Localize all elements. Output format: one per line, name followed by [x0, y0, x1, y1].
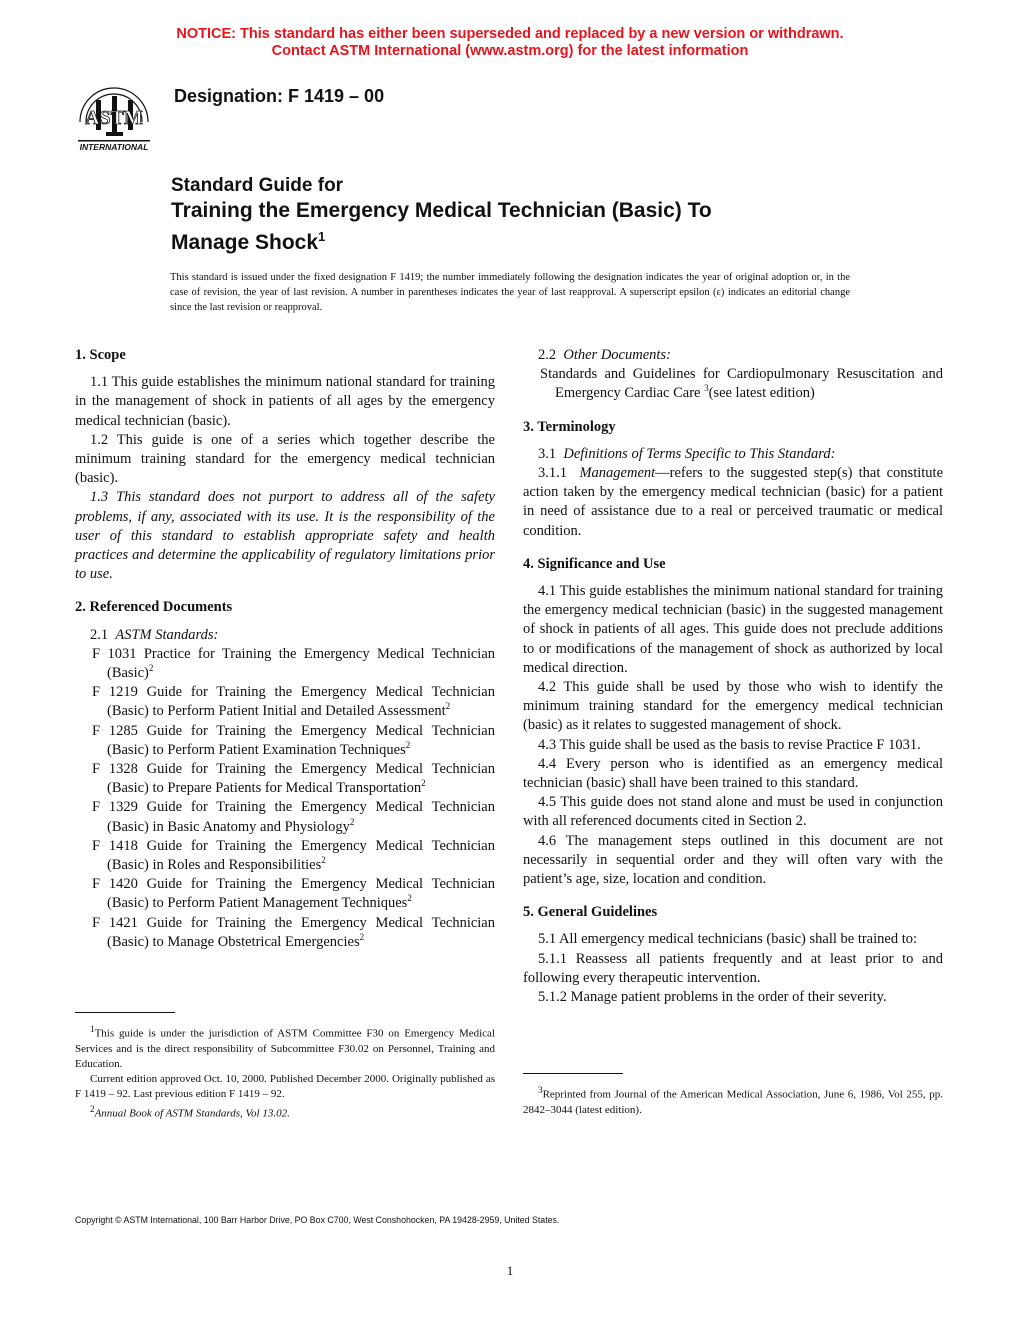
subsection-title: Definitions of Terms Specific to This Standard: [563, 445, 836, 462]
subsection-title: Other Documents: [563, 347, 671, 363]
subsection-number: 2.1 [90, 626, 109, 643]
title-line-2: Training the Emergency Medical Technician (Basic) To [171, 199, 712, 222]
paragraph-caveat: 1.3 This standard does not purport to address all of the safety problems, if any, associated with its use. It is the responsibility of the user of this standard to establish appropriate safety and health practices and determine the applicability of regulatory limitations prior to use. [75, 489, 495, 583]
reference-item: F 1421 Guide for Training the Emergency Medical Technician (Basic) to Manage Obstetrical Emergencies$^2$ [92, 914, 495, 950]
footnotes-right: $^3$Reprinted from Journal of the American Medical Association, June 6, 1986, Vol 255, pp. 2842–3044 (latest edition). [523, 1085, 943, 1116]
issue-note: This standard is issued under the fixed designation F 1419; the number immediately following the designation indicates the year of original adoption or, in the case of revision, the year of last revision. A number in parentheses indicates the year of last reapproval. A superscript epsilon (ε) indicates an editorial change since the last revision or reapproval. [170, 272, 850, 313]
astm-logo [66, 74, 162, 154]
reference-item: F 1219 Guide for Training the Emergency Medical Technician (Basic) to Perform Patient Initial and Detailed Assessment$^2$ [92, 684, 495, 720]
paragraph: 5.1 All emergency medical technicians (basic) shall be trained to: [538, 931, 918, 948]
notice-line-1: NOTICE: This standard has either been superseded and replaced by a new version or withdrawn. [176, 26, 844, 42]
title-line-1: Standard Guide for [171, 175, 344, 196]
reference-item: F 1031 Practice for Training the Emergency Medical Technician (Basic)$^2$ [92, 645, 495, 682]
logo-subtext: INTERNATIONAL [79, 142, 149, 152]
paragraph: 1.2 This guide is one of a series which together describe the minimum training standard for the emergency medical technician (basic). [75, 431, 495, 487]
paragraph: 1.1 This guide establishes the minimum national standard for training in the management of shock in patients of all ages by the emergency medical technician (basic). [75, 374, 495, 429]
footnotes-left: $^1$This guide is under the jurisdiction of ASTM Committee F30 on Emergency Medical Services and is the direct responsibility of Subcommittee F30.02 on Personnel, Training and Education. Current edition approved Oct. 10, 2000. Published December 2000. Originally published as F 1419 – 92. Last previous edition F 1419 – 92. $^2$Annual Book of ASTM Standards, Vol 13.02. [75, 1024, 495, 1120]
footnote-2: Annual Book of ASTM Standards, Vol 13.02. [94, 1107, 290, 1120]
withdrawal-notice [0, 26, 1020, 60]
defined-term: Management [579, 465, 656, 482]
paragraph: 4.1 This guide establishes the minimum national standard for training the emergency medical technician (basic) in the suggested management of shock in patients of all ages. This guide does not preclude additions to or modifications of the management of shock as authorized by local medical direction. [523, 583, 943, 676]
notice-line-2: Contact ASTM International (www.astm.org) for the latest information [271, 43, 749, 59]
other-document-item: Standards and Guidelines for Cardiopulmonary Resuscitation and Emergency Cardiac Care $^3$(see latest edition) [540, 366, 943, 402]
reference-item: F 1285 Guide for Training the Emergency Medical Technician (Basic) to Perform Patient Examination Techniques$^2$ [92, 722, 495, 758]
logo-text: ASTM [85, 107, 143, 129]
designation: Designation: F 1419 – 00 [174, 86, 385, 106]
paragraph: 4.6 The management steps outlined in this document are not necessarily in sequential order and they will often vary with the patient’s age, size, location and condition. [523, 832, 943, 888]
footnote-rule-right [523, 1073, 623, 1074]
section-heading-referenced-documents: 2. Referenced Documents [75, 599, 233, 616]
footnote-1-edition: Current edition approved Oct. 10, 2000. Published December 2000. Originally published as F 1419 – 92. Last previous edition F 1419 – 92. [75, 1072, 495, 1100]
section-heading-general-guidelines: 5. General Guidelines [523, 904, 658, 921]
title-footnote-mark: 1 [318, 229, 326, 244]
paragraph: 4.3 This guide shall be used as the basis to revise Practice F 1031. [538, 736, 921, 753]
subsection-number: 2.2 [538, 347, 557, 363]
section-heading-significance: 4. Significance and Use [523, 555, 666, 572]
document-title [171, 174, 712, 256]
reference-item: F 1420 Guide for Training the Emergency Medical Technician (Basic) to Perform Patient Management Techniques$^2$ [92, 876, 495, 912]
reference-item: F 1328 Guide for Training the Emergency Medical Technician (Basic) to Prepare Patients for Medical Transportation$^2$ [92, 761, 495, 797]
reference-item: F 1329 Guide for Training the Emergency Medical Technician (Basic) in Basic Anatomy and Physiology$^2$ [92, 799, 495, 835]
footnote-rule-left [75, 1012, 175, 1013]
footnote-1: This guide is under the jurisdiction of ASTM Committee F30 on Emergency Medical Services and is the direct responsibility of Subcommittee F30.02 on Personnel, Training and Education. [75, 1027, 495, 1070]
section-heading-terminology: 3. Terminology [523, 418, 616, 435]
right-column: 2.2 Other Documents: Standards and Guidelines for Cardiopulmonary Resuscitation and Emergency Cardiac Care $^3$(see latest edition) 3. Terminology 3.1 Definitions of Terms Specific to This Standard: 3.1.1 Management—refers to the suggested step(s) that constitute action taken by the emergency medical technician (basic) for a patient in need of assistance due to a real or perceived traumatic or medical condition. 4. Significance and Use 4.1 This guide establishes the minimum national standard for training the emergency medical technician (basic) in the suggested management of shock in patients of all ages. This guide does not preclude additions to or modifications of the management of shock as authorized by local medical direction. 4.2 This guide shall be used by those who wish to identify the minimum training standard for the emergency medical technician (basic) as it relates to suggested management of shock. 4.3 This guide shall be used as the basis to revise Practice F 1031. 4.4 Every person who is identified as an emergency medical technician (basic) shall have been trained to this standard. 4.5 This guide does not stand alone and must be used in conjunction with all referenced documents cited in Section 2. 4.6 The management steps outlined in this document are not necessarily in sequential order and they will often vary with the patient’s age, size, location and condition. 5. General Guidelines 5.1 All emergency medical technicians (basic) shall be trained to: 5.1.1 Reassess all patients frequently and at least prior to and following every therapeutic intervention. 5.1.2 Manage patient problems in the order of their severity. [523, 346, 943, 1007]
paragraph: 4.5 This guide does not stand alone and must be used in conjunction with all referenced documents cited in Section 2. [523, 794, 943, 830]
page-number: 1 [506, 1263, 514, 1278]
paragraph: 4.4 Every person who is identified as an emergency medical technician (basic) shall have been trained to this standard. [523, 755, 943, 792]
paragraph: 5.1.2 Manage patient problems in the order of their severity. [538, 989, 887, 1006]
left-column [75, 346, 495, 952]
section-heading-scope: 1. Scope [75, 347, 126, 363]
footnote-3: Reprinted from Journal of the American Medical Association, June 6, 1986, Vol 255, pp. 2842–3044 (latest edition). [523, 1088, 943, 1116]
title-line-3: Manage Shock [171, 231, 319, 254]
copyright-notice: Copyright © ASTM International, 100 Barr Harbor Drive, PO Box C700, West Conshohocken, PA 19428-2959, United States. [75, 1215, 560, 1225]
reference-item: F 1418 Guide for Training the Emergency Medical Technician (Basic) in Roles and Responsibilities$^2$ [92, 837, 495, 874]
paragraph: 5.1.1 Reassess all patients frequently and at least prior to and following every therapeutic intervention. [523, 950, 943, 986]
paragraph: 4.2 This guide shall be used by those who wish to identify the minimum training standard for the emergency medical technician (basic) as it relates to suggested management of shock. [523, 679, 943, 734]
definition: 3.1.1 Management—refers to the suggested step(s) that constitute action taken by the emergency medical technician (basic) for a patient in need of assistance due to a real or perceived traumatic or medical condition. [523, 465, 944, 539]
subsection-title: ASTM Standards: [115, 626, 219, 643]
